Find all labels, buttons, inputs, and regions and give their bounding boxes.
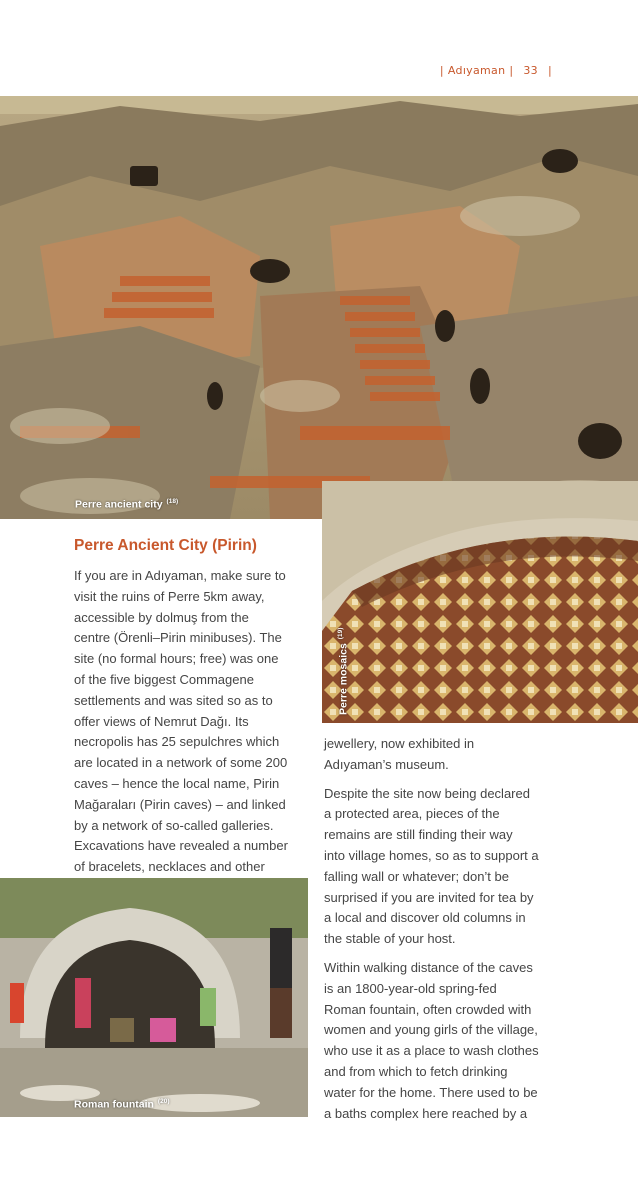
text-line: a local and discover old columns in [324, 910, 526, 926]
caption-text: Perre ancient city [75, 498, 163, 511]
caption-ref: (19) [337, 627, 344, 640]
text-line: remains are still finding their way [324, 827, 513, 843]
text-line: of bracelets, necklaces and other [74, 859, 265, 875]
text-line: centre (Örenli–Pirin minibuses). The [74, 630, 282, 646]
running-header [436, 64, 556, 77]
article-left-column [74, 566, 310, 886]
text-line: who use it as a place to wash clothes [324, 1043, 539, 1059]
article-right-column [324, 734, 564, 1132]
header-divider: | [439, 64, 444, 77]
paragraph [324, 958, 564, 1124]
paragraph [324, 784, 564, 950]
caption-roman-fountain [74, 1098, 169, 1111]
text-line: site (no formal hours; free) was one [74, 651, 279, 667]
text-line: accessible by dolmuş from the [74, 609, 249, 625]
text-line: Adıyaman’s museum. [324, 756, 449, 772]
text-line: a baths complex here reached by a [324, 1105, 528, 1121]
text-line: is an 1800-year-old spring-fed [324, 980, 497, 996]
text-line: necropolis has 25 sepulchres which [74, 734, 280, 750]
text-line: Within walking distance of the caves [324, 959, 533, 975]
header-divider: | [509, 64, 514, 77]
caption-ref: (20) [157, 1098, 170, 1105]
text-line: Mağaraları (Pirin caves) – and linked [74, 796, 286, 812]
caption-perre-mosaics [337, 628, 350, 715]
paragraph [74, 566, 310, 878]
text-line: and from which to fetch drinking [324, 1063, 508, 1079]
article-heading: Perre Ancient City (Pirin) [74, 537, 257, 554]
caption-text: Roman fountain [74, 1098, 154, 1111]
text-line: settlements and was sited so as to [74, 692, 273, 708]
text-line: surprised if you are invited for tea by [324, 889, 534, 905]
perre-mosaics-photo [322, 481, 638, 723]
caption-text: Perre mosaics [337, 643, 350, 715]
text-line: offer views of Nemrut Dağı. Its [74, 713, 249, 729]
text-line: a protected area, pieces of the [324, 806, 500, 822]
text-line: Roman fountain, often crowded with [324, 1001, 532, 1017]
header-divider: | [547, 64, 552, 77]
text-line: water for the home. There used to be [324, 1084, 538, 1100]
text-line: are located in a network of some 200 [74, 755, 288, 771]
roman-fountain-photo [0, 878, 308, 1117]
text-line: by a network of so-called galleries. [74, 817, 274, 833]
caption-perre-city [75, 498, 178, 511]
text-line: visit the ruins of Perre 5km away, [74, 588, 265, 604]
paragraph [324, 734, 564, 776]
text-line: the stable of your host. [324, 931, 456, 947]
text-line: women and young girls of the village, [324, 1022, 538, 1038]
page-number: 33 [523, 64, 538, 77]
text-line: Despite the site now being declared [324, 785, 530, 801]
text-line: jewellery, now exhibited in [324, 736, 475, 751]
header-section: Adıyaman [447, 64, 506, 77]
text-line: caves – hence the local name, Pirin [74, 775, 280, 791]
caption-ref: (18) [166, 498, 179, 505]
text-line: If you are in Adıyaman, make sure to [74, 568, 286, 583]
text-line: falling wall or whatever; don’t be [324, 868, 509, 884]
text-line: Excavations have revealed a number [74, 838, 288, 854]
perre-ancient-city-photo [0, 96, 638, 519]
text-line: of the five biggest Commagene [74, 671, 254, 687]
text-line: into village homes, so as to support a [324, 847, 539, 863]
